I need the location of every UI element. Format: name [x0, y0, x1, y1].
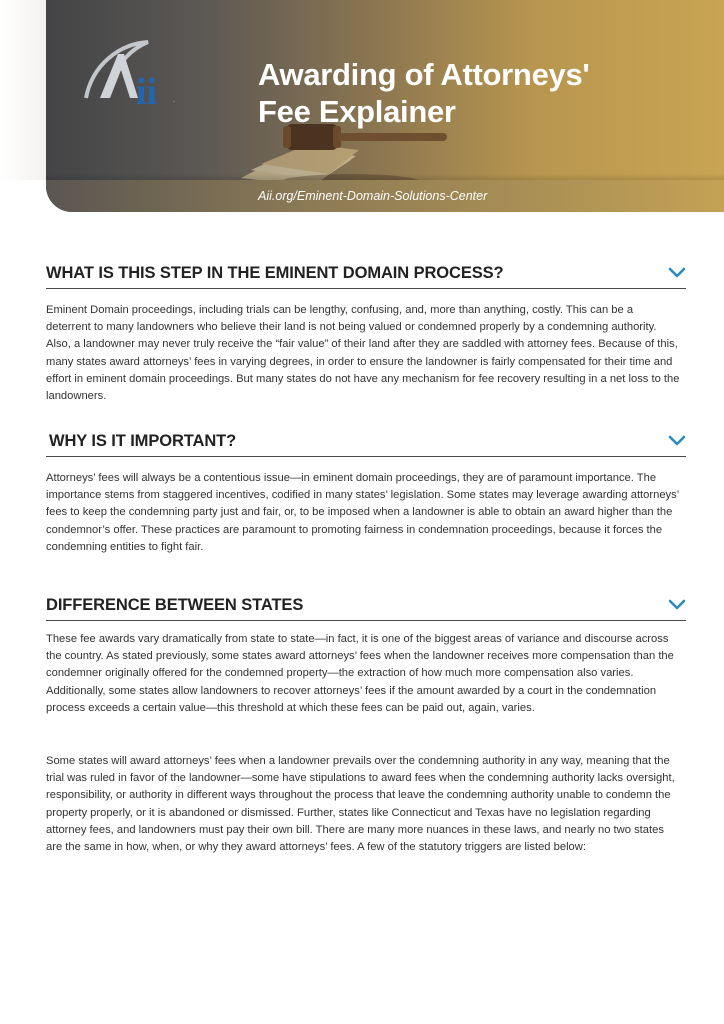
section-body-why-important [46, 470, 680, 556]
section-body-difference-between-states [46, 631, 680, 717]
section-header-what-is-this-step[interactable] [46, 262, 686, 289]
title-line-2: Fee Explainer [258, 94, 456, 129]
section-body-difference-between-states-2 [46, 753, 680, 856]
page-title [258, 56, 658, 130]
section-header-why-important[interactable] [46, 430, 686, 457]
paragraph: Some states will award attorneys’ fees when a landowner prevails over the condemning authority in any way, meaning that the trial was ruled in favor of the landowner—some have stipulations to award fees when the condemning authority lacks oversight, responsibility, or authority in different ways throughout the process that leave the condemning authority unable to condemn the property properly, or it is abandoned or dismissed. Further, states like Connecticut and Texas have no legislation regarding attorney fees, and landowners must pay their own bill. There are many more nuances in these laws, and nearly no two states are the same in how, when, or why they award attorneys’ fees. A few of the statutory triggers are listed below: [46, 755, 675, 854]
header-side-fade [0, 0, 46, 180]
paragraph: These fee awards vary dramatically from state to state—in fact, it is one of the biggest areas of variance and discourse across the country. As stated previously, some states award attorneys’ fees when the landowner receives more compensation than the condemner originally offered for the condemned property—the extraction of how much more compensation also varies. Additionally, some states allow landowners to recover attorneys’ fees if the amount awarded by a court in the condemnation process exceeds a certain value—this threshold at which these fees can be paid out, again, varies. [46, 633, 674, 714]
chevron-down-icon[interactable] [668, 598, 686, 612]
title-line-1: Awarding of Attorneys' [258, 57, 590, 92]
section-heading: WHY IS IT IMPORTANT? [49, 432, 237, 450]
section-header-difference-between-states[interactable] [46, 594, 686, 621]
chevron-down-icon[interactable] [668, 434, 686, 448]
chevron-down-icon[interactable] [668, 266, 686, 280]
source-url[interactable]: Aii.org/Eminent-Domain-Solutions-Center [258, 189, 488, 203]
section-heading: DIFFERENCE BETWEEN STATES [46, 596, 304, 614]
svg-text:.: . [173, 97, 175, 104]
section-body-what-is-this-step [46, 302, 680, 405]
svg-text:ii: ii [136, 71, 158, 110]
paragraph: Attorneys’ fees will always be a contentious issue—in eminent domain proceedings, they are of paramount importance. The importance stems from staggered incentives, codified in many states’ legislation. Some states may leverage awarding attorneys’ fees to keep the condemning party just and fair, or, to be imposed when a landowner is able to obtain an award higher than the condemnor’s offer. These practices are paramount to promoting fairness in condemnation proceedings, because it forces the condemning entities to fight fair. [46, 472, 679, 553]
section-heading: WHAT IS THIS STEP IN THE EMINENT DOMAIN PROCESS? [46, 264, 504, 282]
aii-logo [78, 36, 188, 110]
paragraph: Eminent Domain proceedings, including trials can be lengthy, confusing, and, more than anything, costly. This can be a deterrent to many landowners who believe their land is not being valued or condemned properly by a condemning authority. Also, a landowner may never truly receive the “fair value” of their land after they are saddled with attorney fees. Because of this, many states award attorneys’ fees in varying degrees, in order to ensure the landowner is fairly compensated for their time and effort in eminent domain proceedings. But many states do not have any mechanism for fee recovery resulting in a net loss to the landowners. [46, 304, 680, 403]
